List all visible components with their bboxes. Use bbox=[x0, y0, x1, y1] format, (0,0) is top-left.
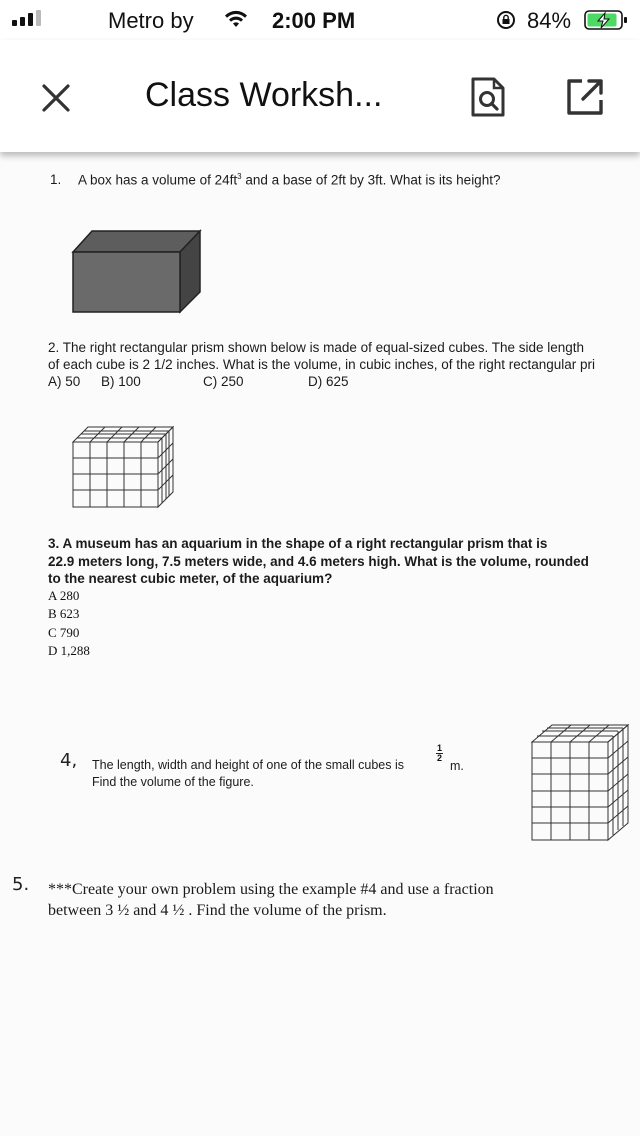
q1-text-after: and a base of 2ft by 3ft. What is its height? bbox=[241, 172, 501, 188]
q2-option-b: B) 100 bbox=[101, 374, 141, 389]
q4-fraction-denominator: 2 bbox=[436, 753, 442, 763]
search-document-button[interactable] bbox=[470, 76, 506, 118]
q2-option-c: C) 250 bbox=[203, 374, 244, 389]
battery-percentage: 84% bbox=[527, 8, 572, 33]
worksheet-page bbox=[0, 152, 640, 1136]
q5-line2: between 3 ½ and 4 ½ . Find the volume of the prism. bbox=[48, 902, 387, 919]
box-figure bbox=[70, 228, 205, 316]
q1-text bbox=[78, 172, 500, 188]
q1-text-before: A box has a volume of 24ft bbox=[78, 172, 238, 188]
q4-line1: The length, width and height of one of the small cubes is bbox=[92, 758, 404, 772]
carrier-name: Metro by bbox=[108, 8, 194, 33]
q4-fraction bbox=[436, 744, 443, 763]
q3-option-d: D 1,288 bbox=[48, 643, 90, 658]
clock: 2:00 PM bbox=[272, 8, 356, 33]
q3-line2: 22.9 meters long, 7.5 meters wide, and 4.6 meters high. What is the volume, rounded bbox=[48, 554, 589, 569]
q5-line1: ***Create your own problem using the example #4 and use a fraction bbox=[48, 881, 494, 898]
q1-superscript: 3 bbox=[237, 172, 242, 181]
q3-option-b: B 623 bbox=[48, 606, 80, 621]
q4-fraction-numerator: 1 bbox=[436, 743, 442, 753]
q2-line2: of each cube is 2 1/2 inches. What is the volume, in cubic inches, of the right rectangular pri bbox=[48, 357, 596, 372]
close-button[interactable] bbox=[38, 80, 74, 116]
q3-option-c: C 790 bbox=[48, 625, 80, 640]
status-bar bbox=[0, 0, 640, 40]
q4-number: 4, bbox=[60, 750, 78, 771]
cube-tower-figure bbox=[528, 722, 632, 844]
q4-unit: m. bbox=[450, 759, 464, 773]
q3-line3: to the nearest cubic meter, of the aquarium? bbox=[48, 571, 333, 586]
q5-number: 5. bbox=[12, 874, 30, 895]
q3-option-a: A 280 bbox=[48, 588, 80, 603]
q4-line2: Find the volume of the figure. bbox=[92, 775, 254, 789]
q2-line1: 2. The right rectangular prism shown below is made of equal-sized cubes. The side length bbox=[48, 340, 585, 355]
cellular-signal-icon bbox=[12, 10, 41, 26]
cube-prism-figure bbox=[70, 424, 176, 510]
q2-option-d: D) 625 bbox=[308, 374, 349, 389]
top-app-bar bbox=[0, 40, 640, 152]
battery-charging-icon bbox=[584, 9, 628, 31]
open-external-button[interactable] bbox=[565, 77, 605, 117]
q1-number: 1. bbox=[50, 172, 62, 187]
q3-line1: 3. A museum has an aquarium in the shape of a right rectangular prism that is bbox=[48, 536, 548, 551]
q2-option-a: A) 50 bbox=[48, 374, 81, 389]
document-title: Class Worksh... bbox=[145, 76, 383, 114]
wifi-icon bbox=[224, 9, 248, 29]
rotation-lock-icon bbox=[495, 9, 517, 31]
